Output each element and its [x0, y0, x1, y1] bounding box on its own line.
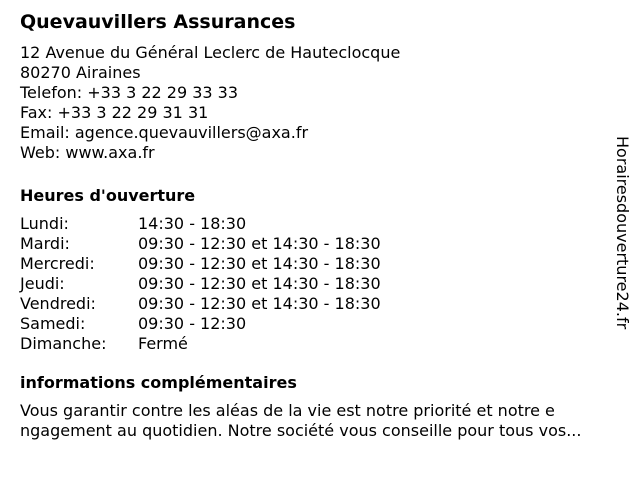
hours-time: 09:30 - 12:30 — [138, 314, 247, 333]
address-street: 12 Avenue du Général Leclerc de Hauteclocque — [20, 43, 401, 62]
hours-row — [20, 314, 381, 334]
hours-day: Jeudi: — [20, 274, 65, 293]
hours-time: Fermé — [138, 334, 188, 353]
hours-time: 09:30 - 12:30 et 14:30 - 18:30 — [138, 254, 381, 273]
hours-day: Mardi: — [20, 234, 70, 253]
hours-day: Vendredi: — [20, 294, 96, 313]
contact-block — [20, 43, 620, 163]
hours-row — [20, 334, 381, 354]
hours-time: 14:30 - 18:30 — [138, 214, 247, 233]
hours-time: 09:30 - 12:30 et 14:30 - 18:30 — [138, 234, 381, 253]
hours-day: Lundi: — [20, 214, 69, 233]
hours-day: Dimanche: — [20, 334, 107, 353]
hours-time: 09:30 - 12:30 et 14:30 - 18:30 — [138, 294, 381, 313]
hours-row — [20, 274, 381, 294]
opening-hours-heading: Heures d'ouverture — [20, 186, 196, 205]
hours-day: Mercredi: — [20, 254, 95, 273]
address-city: 80270 Airaines — [20, 63, 141, 82]
email-line: Email: agence.quevauvillers@axa.fr — [20, 123, 309, 142]
hours-day: Samedi: — [20, 314, 86, 333]
hours-row — [20, 234, 381, 254]
phone-line: Telefon: +33 3 22 29 33 33 — [20, 83, 239, 102]
additional-info-text: Vous garantir contre les aléas de la vie est notre priorité et notre e ngagement au quotidien. Notre société vous conseille pour tous vos... — [20, 401, 582, 440]
business-card — [20, 10, 620, 441]
hours-row — [20, 294, 381, 314]
hours-row — [20, 254, 381, 274]
hours-time: 09:30 - 12:30 et 14:30 - 18:30 — [138, 274, 381, 293]
business-name: Quevauvillers Assurances — [20, 11, 296, 33]
site-watermark: Horairesdouverture24.fr — [613, 136, 632, 330]
fax-line: Fax: +33 3 22 29 31 31 — [20, 103, 209, 122]
web-line: Web: www.axa.fr — [20, 143, 155, 162]
opening-hours-table — [20, 214, 381, 354]
hours-row — [20, 214, 381, 234]
additional-info-heading: informations complémentaires — [20, 373, 297, 392]
